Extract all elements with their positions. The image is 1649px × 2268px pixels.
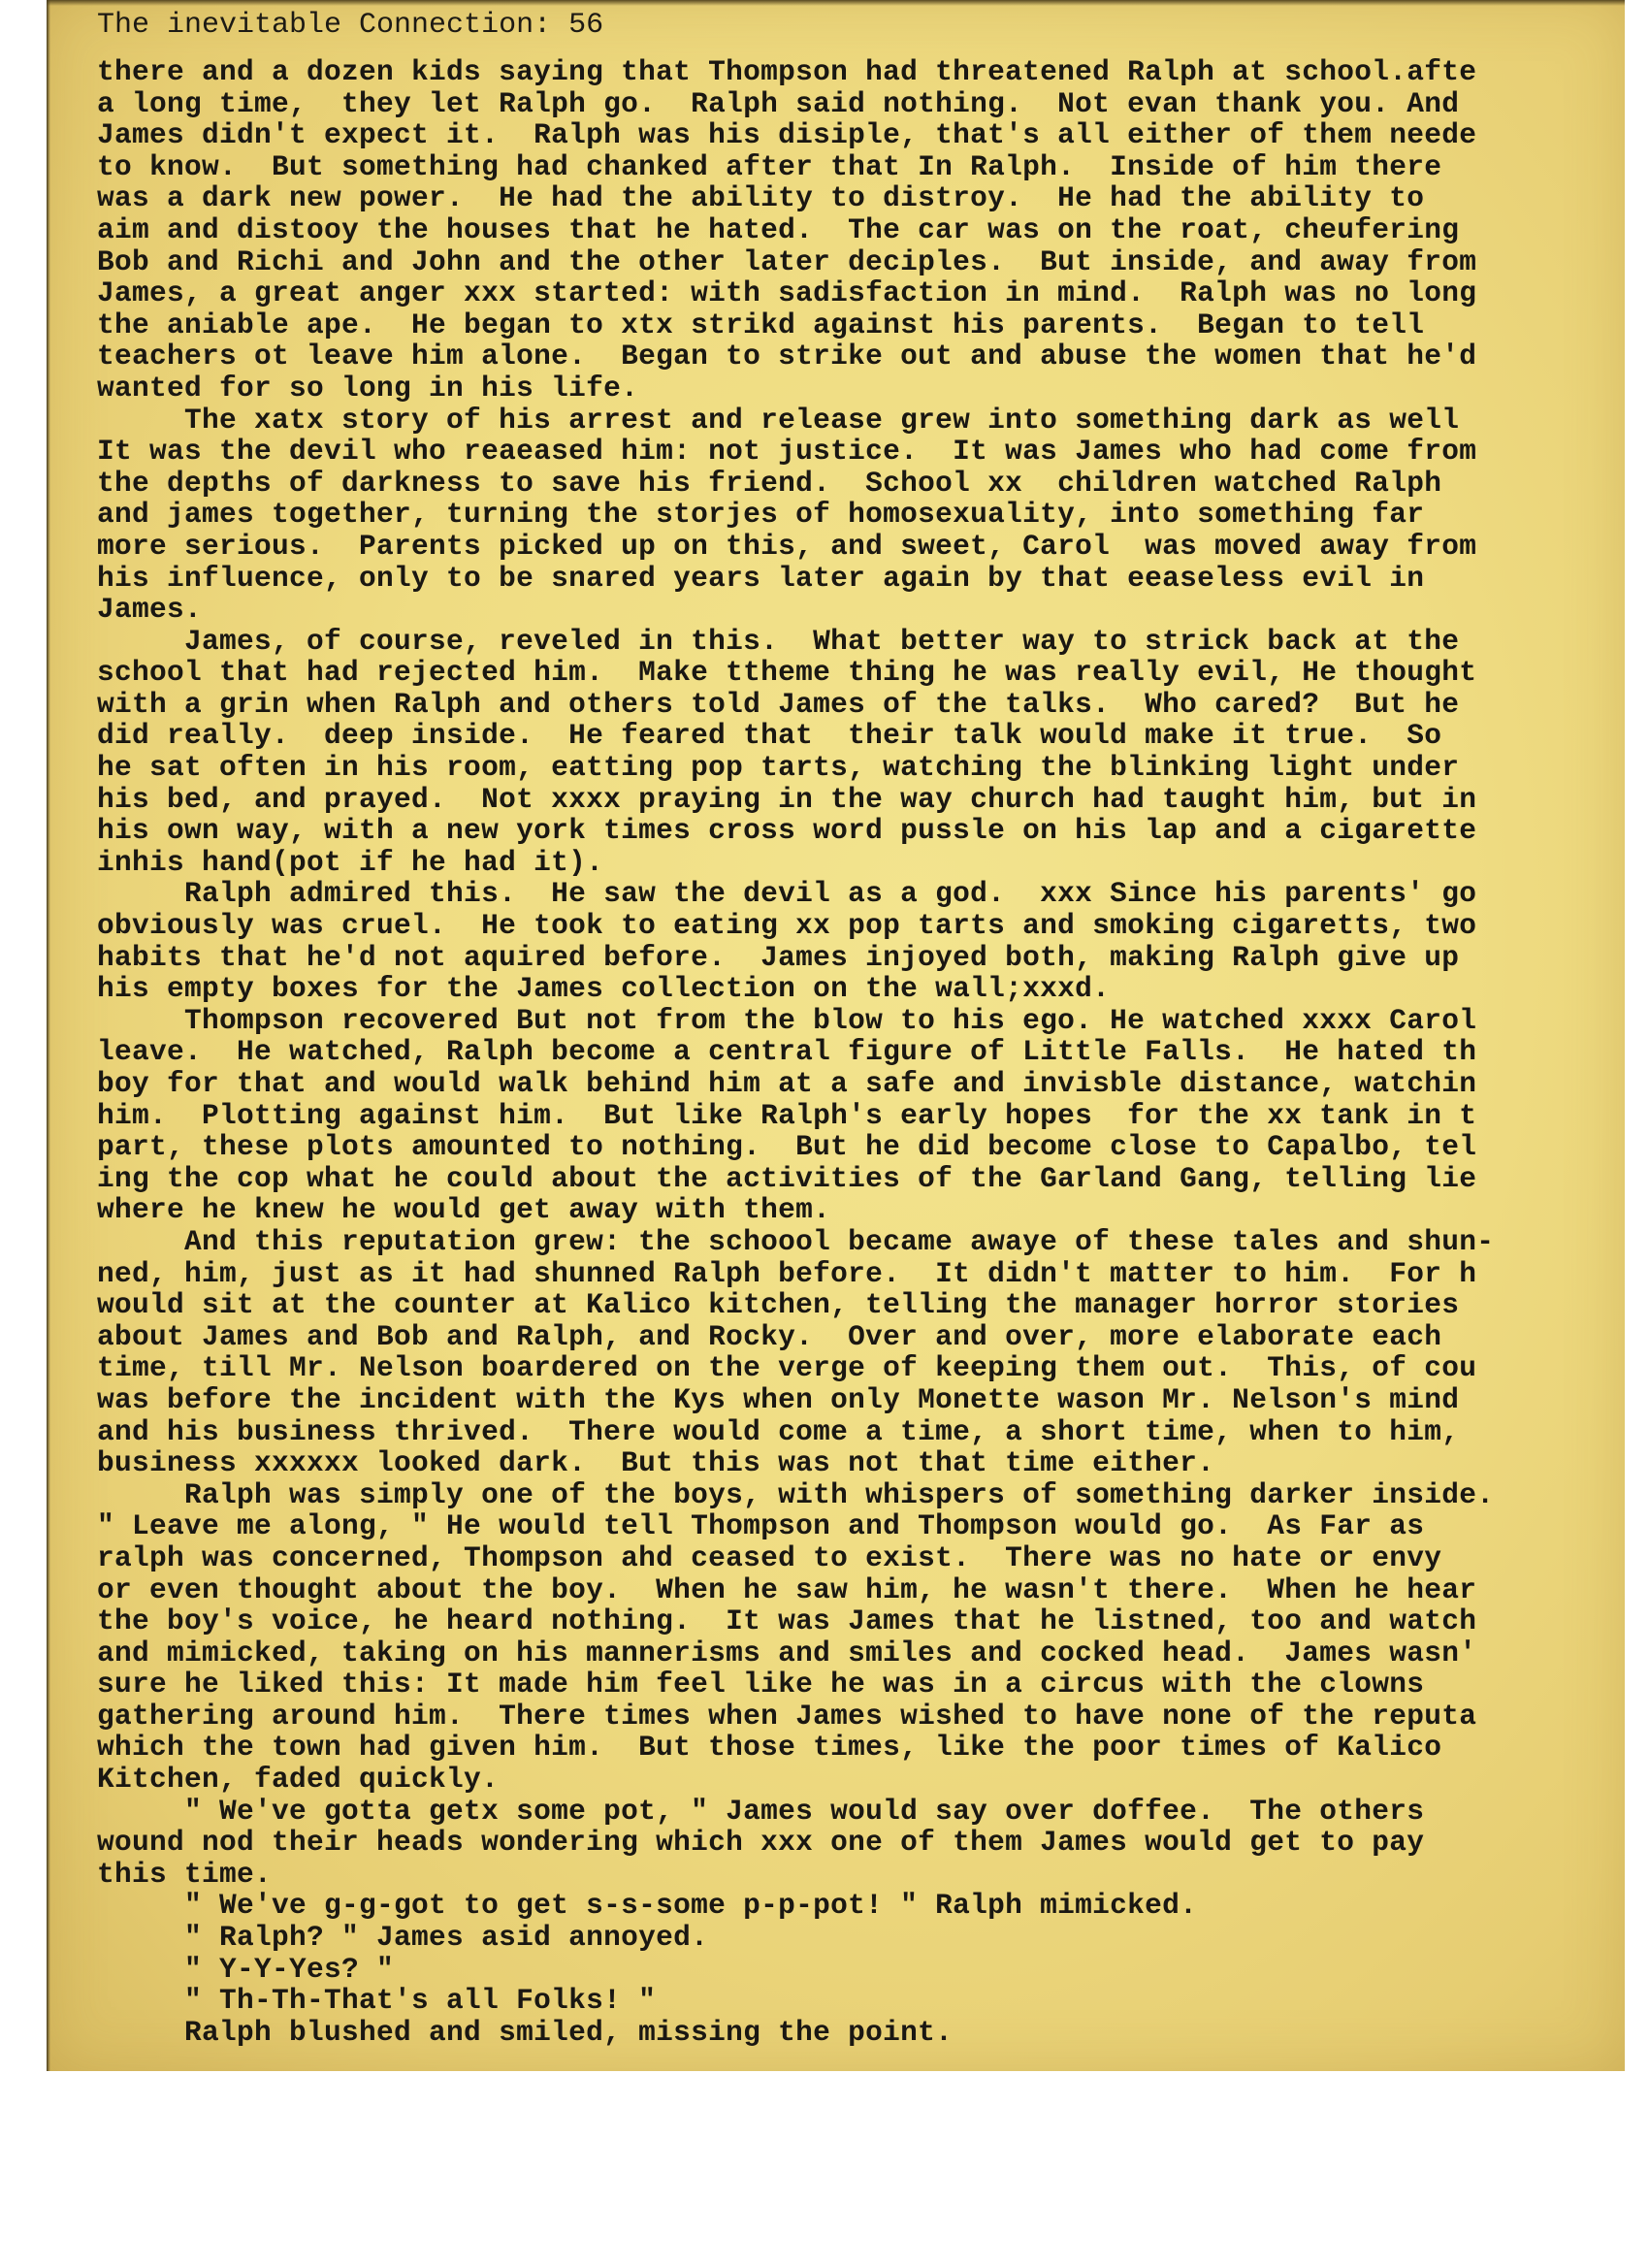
text-line: with a grin when Ralph and others told James of the talks. Who cared? But he [97, 687, 1460, 721]
text-line: him. Plotting against him. But like Ralph's early hopes for the xx tank in t [97, 1098, 1477, 1132]
text-line: Ralph admired this. He saw the devil as a god. xxx Since his parents' go [97, 877, 1477, 911]
text-line: wound nod their heads wondering which xxx one of them James would get to pay [97, 1826, 1425, 1860]
text-line: the depths of darkness to save his friend. School xx children watched Ralph [97, 466, 1442, 500]
text-line: teachers ot leave him alone. Began to strike out and abuse the women that he'd [97, 340, 1477, 373]
text-line: Ralph was simply one of the boys, with whispers of something darker inside. [97, 1477, 1495, 1511]
text-line: And this reputation grew: the schoool became awaye of these tales and shun- [97, 1224, 1495, 1258]
text-line: his own way, with a new york times cross word pussle on his lap and a cigarette [97, 814, 1477, 848]
typewritten-page [47, 0, 1625, 2071]
text-line: to know. But something had chanked after that In Ralph. Inside of him there [97, 149, 1442, 183]
page-header: The inevitable Connection: 56 [97, 9, 604, 42]
text-line: Bob and Richi and John and the other later deciples. But inside, and away from [97, 244, 1477, 278]
text-line: or even thought about the boy. When he saw him, he wasn't there. When he hear [97, 1572, 1477, 1606]
text-line: ned, him, just as it had shunned Ralph before. It didn't matter to him. For h [97, 1256, 1477, 1290]
text-line: the aniable ape. He began to xtx strikd against his parents. Began to tell [97, 308, 1425, 341]
text-line: was before the incident with the Kys when only Monette wason Mr. Nelson's mind [97, 1382, 1460, 1416]
text-line: boy for that and would walk behind him at a safe and invisble distance, watchin [97, 1067, 1477, 1100]
text-line: James, of course, reveled in this. What better way to strick back at the [97, 624, 1460, 658]
text-line: " We've g-g-got to get s-s-some p-p-pot! " Ralph mimicked. [97, 1889, 1198, 1923]
text-line: there and a dozen kids saying that Thompson had threatened Ralph at school.afte [97, 55, 1477, 88]
text-line: school that had rejected him. Make ttheme thing he was really evil, He thought [97, 656, 1477, 690]
text-line: this time. [97, 1857, 273, 1891]
manuscript-body [97, 56, 1625, 2048]
text-line: ing the cop what he could about the activities of the Garland Gang, telling lie [97, 1161, 1477, 1195]
text-line: Kitchen, faded quickly. [97, 1763, 500, 1797]
text-line: his influence, only to be snared years later again by that eeaseless evil in [97, 561, 1425, 595]
text-line: habits that he'd not aquired before. James injoyed both, making Ralph give up [97, 940, 1460, 974]
text-line: was a dark new power. He had the ability to distroy. He had the ability to [97, 181, 1425, 215]
text-line: sure he liked this: It made him feel like he was in a circus with the clowns [97, 1668, 1425, 1701]
text-line: James. [97, 593, 203, 627]
text-line: a long time, they let Ralph go. Ralph said nothing. Not evan thank you. And [97, 86, 1460, 120]
text-line: and mimicked, taking on his mannerisms and smiles and cocked head. James wasn' [97, 1636, 1477, 1669]
text-line: he sat often in his room, eatting pop tarts, watching the blinking light under [97, 751, 1460, 785]
text-line: wanted for so long in his life. [97, 371, 639, 405]
text-line: The xatx story of his arrest and release grew into something dark as well [97, 403, 1460, 437]
text-line: It was the devil who reaeased him: not justice. It was James who had come from [97, 435, 1477, 469]
text-line: and james together, turning the storjes of homosexuality, into something far [97, 498, 1425, 532]
text-line: obviously was cruel. He took to eating xx pop tarts and smoking cigaretts, two [97, 909, 1477, 943]
text-line: " We've gotta getx some pot, " James would say over doffee. The others [97, 1794, 1425, 1828]
text-line: aim and distooy the houses that he hated. The car was on the roat, cheufering [97, 212, 1460, 246]
text-line: " Y-Y-Yes? " [97, 1952, 395, 1986]
text-line: time, till Mr. Nelson boardered on the verge of keeping them out. This, of cou [97, 1351, 1477, 1385]
page-edge-shadow [47, 0, 50, 2071]
text-line: gathering around him. There times when James wished to have none of the reputa [97, 1699, 1477, 1733]
text-line: James didn't expect it. Ralph was his disiple, that's all either of them neede [97, 118, 1477, 152]
text-line: did really. deep inside. He feared that their talk would make it true. So [97, 719, 1442, 753]
text-line: inhis hand(pot if he had it). [97, 845, 604, 879]
text-line: which the town had given him. But those times, like the poor times of Kalico [97, 1731, 1442, 1765]
text-line: leave. He watched, Ralph become a central figure of Little Falls. He hated th [97, 1035, 1477, 1069]
text-line: ralph was concerned, Thompson ahd ceased to exist. There was no hate or envy [97, 1540, 1442, 1574]
text-line: Thompson recovered But not from the blow to his ego. He watched xxxx Carol [97, 1003, 1477, 1037]
text-line: his bed, and prayed. Not xxxx praying in the way church had taught him, but in [97, 782, 1477, 816]
text-line: business xxxxxx looked dark. But this was not that time either. [97, 1446, 1215, 1480]
text-line: " Th-Th-That's all Folks! " [97, 1984, 657, 2018]
text-line: " Leave me along, " He would tell Thompson and Thompson would go. As Far as [97, 1509, 1425, 1543]
text-line: " Ralph? " James asid annoyed. [97, 1921, 709, 1955]
text-line: about James and Bob and Ralph, and Rocky. Over and over, more elaborate each [97, 1319, 1442, 1353]
text-line: where he knew he would get away with them. [97, 1193, 831, 1227]
text-line: would sit at the counter at Kalico kitchen, telling the manager horror stories [97, 1288, 1460, 1322]
text-line: and his business thrived. There would come a time, a short time, when to him, [97, 1414, 1460, 1448]
text-line: James, a great anger xxx started: with sadisfaction in mind. Ralph was no long [97, 276, 1477, 310]
text-line: his empty boxes for the James collection on the wall;xxxd. [97, 972, 1111, 1006]
text-line: Ralph blushed and smiled, missing the point. [97, 2015, 954, 2049]
text-line: more serious. Parents picked up on this, and sweet, Carol was moved away from [97, 529, 1477, 563]
text-line: the boy's voice, he heard nothing. It was James that he listned, too and watch [97, 1604, 1477, 1638]
text-line: part, these plots amounted to nothing. But he did become close to Capalbo, tel [97, 1130, 1477, 1164]
